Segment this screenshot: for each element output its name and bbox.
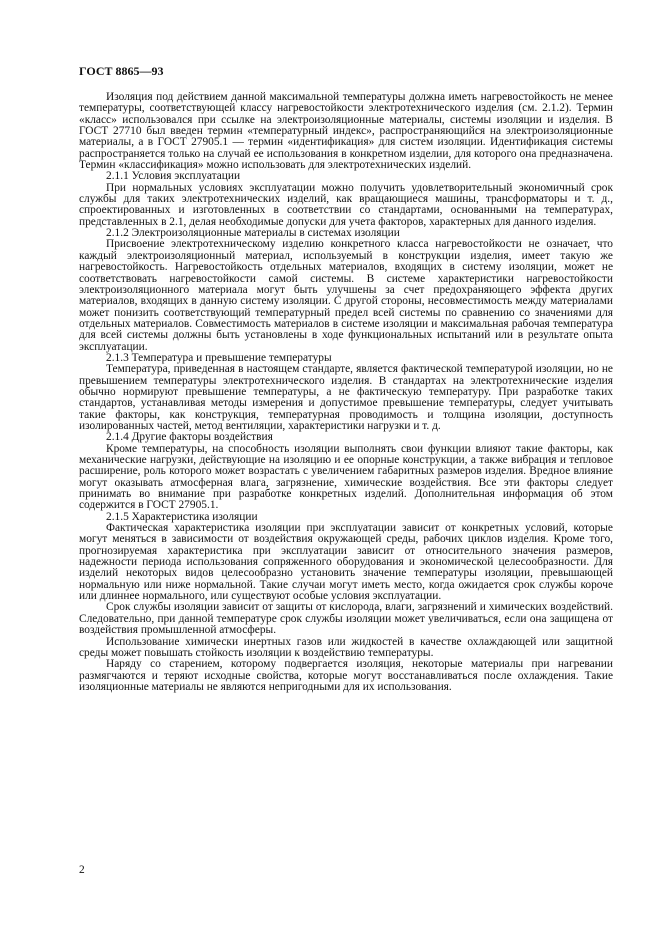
paragraph: При нормальных условиях эксплуатации можно получить удовлетворительный экономичный срок службы для таких электротехнических изделий, как вращающиеся машины, трансформаторы и т. д., спроектированных и изготовленных в соответствии со стандартами, основанными на температурах, представленных в 2.1, делая необходимые допуски для учета факторов, характерных для данного изделия. [79,181,613,228]
section-heading-2-1-1: 2.1.1 Условия эксплуатации [106,170,241,183]
paragraph: Присвоение электротехническому изделию конкретного класса нагревостойкости не означает, что каждый электроизоляционный материал, используемый в конструкции изделия, имеет такую же нагревостойкость. Нагревостойкость отдельных материалов, входящих в систему изоляции, может не соответствовать нагревостойкости самой системы. В системе характеристики нагревостойкости электроизоляционного материала могут быть улучшены за счет предохраняющего эффекта других материалов, входящих в данную систему изоляции. С другой стороны, несовместимость между материалами может понизить соответствующий температурный предел всей системы по сравнению со значениями для отдельных материалов. Совместимость материалов в системе изоляции и максимальная рабочая температура для всей системы должны быть установлены в ходе функциональных испытаний или в результате опыта эксплуатации. [79,238,613,353]
section-heading-2-1-5: 2.1.5 Характеристика изоляции [106,510,258,523]
paragraph: Изоляция под действием данной максимальной температуры должна иметь нагревостойкость не менее температуры, соответствующей классу нагревостойкости электротехнического изделия (см. 2.1.2). Термин «класс» использовался при ссылке на электроизоляционные материалы, системы изоляции и изделия. В ГОСТ 27710 был введен термин «температурный индекс», распространяющийся на электроизоляционные материалы, а в ГОСТ 27905.1 — термин «идентификация» для систем изоляции. Идентификация системы распространяется только на случай ее использования в конкретном изделии, для которого она предназначена. Термин «классификация» можно использовать для электротехнических изделий. [79,91,613,172]
section-heading-2-1-4: 2.1.4 Другие факторы воздействия [106,431,273,444]
paragraph: Наряду со старением, которому подвергается изоляция, некоторые материалы при нагревании размягчаются и теряют исходные свойства, которые могут восстанавливаться после охлаждения. Такие изоляционные материалы не являются непригодными для их использования. [79,658,613,693]
document-body [79,92,613,693]
paragraph: Температура, приведенная в настоящем стандарте, является фактической температурой изоляции, но не превышением температуры электротехнического изделия. В стандартах на электротехнические изделия обычно нормируют превышение температуры, а не фактическую температуру. При разработке таких стандартов, устанавливая методы измерения и допустимое превышение температуры, следует учитывать такие факторы, как конструкция, температурная проводимость и толщина изоляции, доступность изолированных частей, метод вентиляции, характеристики нагрузки и т. д. [79,363,613,432]
document-page [79,64,613,693]
paragraph: Срок службы изоляции зависит от защиты от кислорода, влаги, загрязнений и химических воздействий. Следовательно, при данной температуре срок службы изоляции может увеличиваться, если она защищена от воздействия промышленной атмосферы. [79,601,613,637]
paragraph: Фактическая характеристика изоляции при эксплуатации зависит от конкретных условий, которые могут меняться в зависимости от воздействия окружающей среды, рабочих циклов изделия. Кроме того, прогнозируемая характеристика при эксплуатации зависит от относительного значения размеров, надежности периода использования сопряженного оборудования и экономической целесообразности. Для изделий некоторых видов целесообразно установить значение температуры изоляции, превышающей нормальную или ниже нормальной. Такие случаи могут иметь место, когда ожидается срок службы короче или длиннее нормального, или существуют особые условия эксплуатации. [79,522,613,603]
section-heading-2-1-3: 2.1.3 Температура и превышение температуры [106,351,332,364]
paragraph: Кроме температуры, на способность изоляции выполнять свои функции влияют такие факторы, как механические нагрузки, действующие на изоляцию и ее опорные конструкции, а также вибрация и тепловое расширение, роль которого может возрастать с увеличением габаритных размеров изделия. Вредное влияние могут оказывать атмосферная влага, загрязнение, химические воздействия. Все эти факторы следует принимать во внимание при разработке конкретных изделий. Дополнительная информация об этом содержится в ГОСТ 27905.1. [79,442,613,512]
paragraph: Использование химически инертных газов или жидкостей в качестве охлаждающей или защитной среды может повышать стойкость изоляции к воздействию температуры. [79,635,613,659]
document-header: ГОСТ 8865—93 [79,64,164,78]
page-number: 2 [79,864,85,876]
section-heading-2-1-2: 2.1.2 Электроизоляционные материалы в системах изоляции [106,227,400,240]
